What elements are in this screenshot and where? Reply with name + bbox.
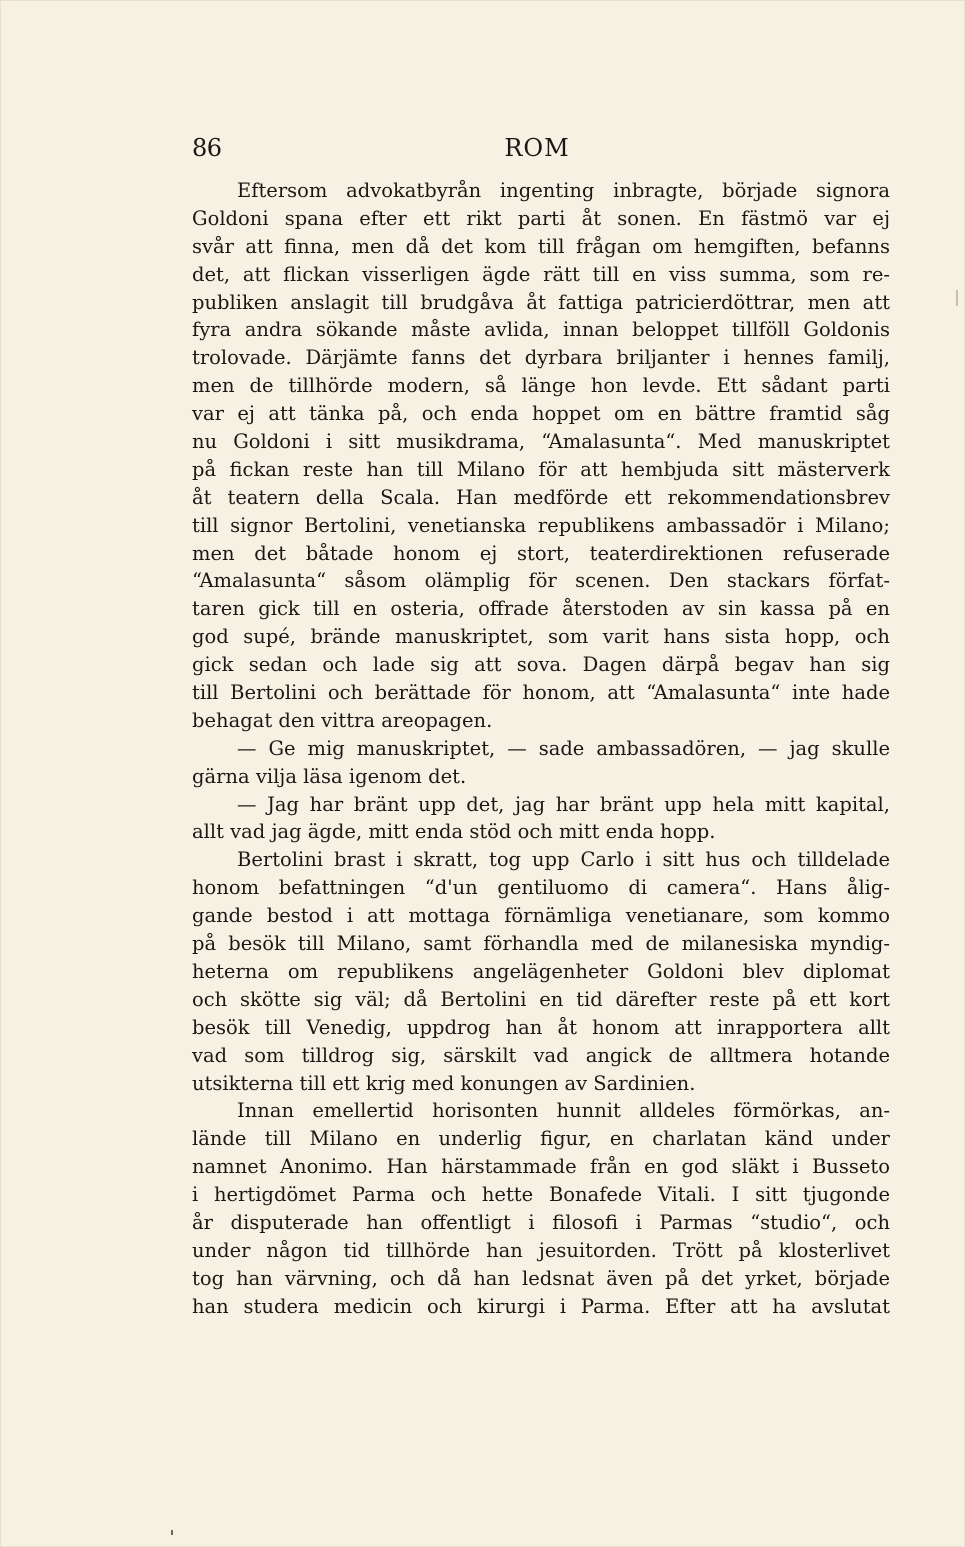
text-line: behagat den vittra areopagen. (192, 708, 493, 732)
text-line: god supé, brände manuskriptet, som varit hans sista hopp, och (192, 625, 890, 649)
text-line: Innan emellertid horisonten hunnit alldeles förmörkas, an- (237, 1099, 890, 1123)
text-line: till Bertolini och berättade för honom, att “Amalasunta“ inte hade (192, 681, 890, 705)
text-line: Eftersom advokatbyrån ingenting inbragte, började signora (237, 179, 890, 202)
body-text (192, 177, 890, 1321)
text-line: gärna vilja läsa igenom det. (192, 764, 467, 788)
text-line: taren gick till en osteria, offrade återstoden av sin kassa på en (192, 597, 890, 621)
text-line: allt vad jag ägde, mitt enda stöd och mitt enda hopp. (192, 820, 716, 844)
text-line: besök till Venedig, uppdrog han åt honom att inrapportera allt (192, 1015, 890, 1039)
text-line: det, att flickan visserligen ägde rätt till en viss summa, som re- (192, 262, 890, 286)
text-line: vad som tilldrog sig, särskilt vad angick de alltmera hotande (192, 1043, 890, 1067)
text-line: år disputerade han offentligt i filosofi i Parmas “studio“, och (192, 1210, 890, 1234)
text-line: på fickan reste han till Milano för att hembjuda sitt mästerverk (192, 457, 890, 481)
text-line: svår att finna, men då det kom till frågan om hemgiften, befanns (192, 234, 890, 258)
text-line: under någon tid tillhörde han jesuitorden. Trött på klosterlivet (192, 1238, 890, 1262)
text-line: utsikterna till ett krig med konungen av Sardinien. (192, 1071, 696, 1095)
text-line: men det båtade honom ej stort, teaterdirektionen refuserade (192, 541, 890, 565)
text-line: gande bestod i att mottaga förnämliga venetianare, som kommo (192, 904, 890, 928)
page-header (192, 134, 890, 170)
text-line: fyra andra sökande måste avlida, innan beloppet tillföll Goldonis (192, 318, 890, 342)
text-line: nu Goldoni i sitt musikdrama, “Amalasunta“. Med manuskriptet (192, 430, 890, 454)
text-line: publiken anslagit till brudgåva åt fattiga patricierdöttrar, men att (192, 290, 890, 314)
text-line: men de tillhörde modern, så länge hon levde. Ett sådant parti (192, 374, 890, 398)
ink-speck (171, 1530, 173, 1535)
text-line: Bertolini brast i skratt, tog upp Carlo i sitt hus och tilldelade (237, 848, 890, 872)
text-line: trolovade. Därjämte fanns det dyrbara briljanter i hennes familj, (192, 346, 890, 370)
text-line: “Amalasunta“ såsom olämplig för scenen. Den stackars förfat- (192, 569, 890, 593)
text-line: namnet Anonimo. Han härstammade från en god släkt i Busseto (192, 1155, 890, 1179)
text-line: och skötte sig väl; då Bertolini en tid därefter reste på ett kort (192, 987, 890, 1011)
text-line: heterna om republikens angelägenheter Goldoni blev diplomat (192, 959, 890, 983)
text-line: honom befattningen “d'un gentiluomo di camera“. Hans ålig- (192, 876, 890, 900)
text-line: — Ge mig manuskriptet, — sade ambassadören, — jag skulle (237, 736, 890, 760)
text-line: på besök till Milano, samt förhandla med de milanesiska myndig- (192, 932, 890, 956)
page-edge-mark (956, 290, 958, 306)
text-line: gick sedan och lade sig att sova. Dagen därpå begav han sig (192, 653, 890, 677)
text-line: — Jag har bränt upp det, jag har bränt upp hela mitt kapital, (237, 792, 890, 816)
running-head: ROM (504, 134, 570, 162)
text-line: i hertigdömet Parma och hette Bonafede Vitali. I sitt tjugonde (192, 1183, 890, 1207)
text-line: åt teatern della Scala. Han medförde ett rekommendationsbrev (192, 485, 890, 509)
page-number: 86 (192, 134, 222, 162)
text-line: han studera medicin och kirurgi i Parma. Efter att ha avslutat (192, 1294, 890, 1318)
text-line: till signor Bertolini, venetianska republikens ambassadör i Milano; (192, 513, 890, 537)
text-line: var ej att tänka på, och enda hoppet om en bättre framtid såg (192, 402, 890, 426)
text-line: lände till Milano en underlig figur, en charlatan känd under (192, 1127, 890, 1151)
text-line: Goldoni spana efter ett rikt parti åt sonen. En fästmö var ej (192, 206, 890, 230)
text-line: tog han värvning, och då han ledsnat även på det yrket, började (192, 1266, 890, 1290)
